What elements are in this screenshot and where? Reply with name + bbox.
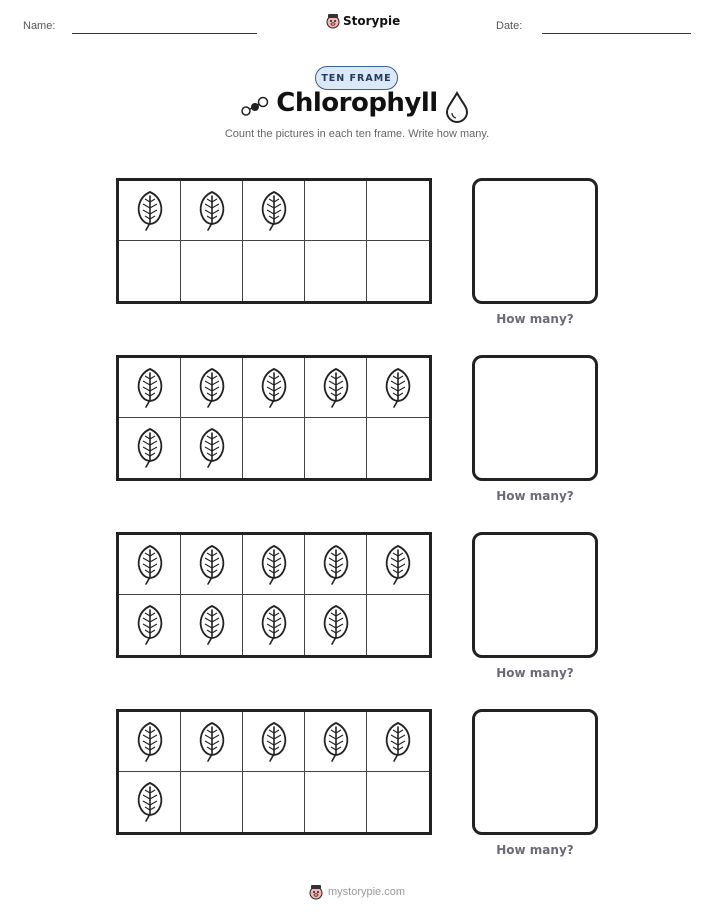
ten-frame-cell (367, 418, 429, 478)
leaf-icon (134, 189, 166, 233)
footer-url: mystorypie.com (327, 886, 406, 898)
ten-frame-cell (367, 358, 429, 418)
ten-frame-cell (181, 181, 243, 241)
how-many-label: How many? (496, 312, 574, 326)
leaf-icon (258, 603, 290, 647)
leaf-icon (258, 720, 290, 764)
leaf-icon (382, 366, 414, 410)
pig-mascot-icon (326, 13, 340, 29)
leaf-icon (258, 366, 290, 410)
ten-frame (116, 532, 432, 658)
leaf-icon (134, 720, 166, 764)
ten-frame-cell (243, 535, 305, 595)
water-drop-icon (444, 91, 470, 123)
ten-frame-cell (119, 241, 181, 301)
ten-frame-cell (181, 418, 243, 478)
ten-frame-cell (367, 181, 429, 241)
answer-box[interactable] (472, 178, 598, 304)
ten-frame-cell (305, 772, 367, 832)
ten-frame-cell (119, 772, 181, 832)
ten-frame-cell (119, 595, 181, 655)
ten-frame-cell (119, 712, 181, 772)
ten-frame-cell (305, 358, 367, 418)
answer-box[interactable] (472, 709, 598, 835)
leaf-icon (320, 543, 352, 587)
leaf-icon (196, 366, 228, 410)
ten-frame (116, 355, 432, 481)
how-many-label: How many? (496, 843, 574, 857)
instructions: Count the pictures in each ten frame. Write how many. (224, 128, 490, 140)
ten-frame-cell (181, 595, 243, 655)
date-line[interactable] (542, 33, 691, 34)
ten-frame-cell (305, 241, 367, 301)
ten-frame-cell (305, 595, 367, 655)
ten-frame-cell (181, 772, 243, 832)
leaf-icon (196, 720, 228, 764)
ten-frame-cell (181, 535, 243, 595)
leaf-icon (320, 366, 352, 410)
footer (0, 884, 714, 900)
page-title: Chlorophyll (276, 88, 438, 118)
ten-frame-cell (119, 535, 181, 595)
ten-frame-cell (305, 535, 367, 595)
ten-frame (116, 709, 432, 835)
ten-frame-cell (367, 535, 429, 595)
leaf-icon (196, 543, 228, 587)
ten-frame-cell (119, 418, 181, 478)
ten-frame-cell (243, 418, 305, 478)
leaf-icon (196, 426, 228, 470)
leaf-icon (258, 189, 290, 233)
ten-frame (116, 178, 432, 304)
ten-frame-cell (119, 181, 181, 241)
ten-frame-cell (243, 241, 305, 301)
answer-box[interactable] (472, 355, 598, 481)
brand-logo (326, 13, 400, 29)
ten-frame-cell (243, 712, 305, 772)
ten-frame-cell (119, 358, 181, 418)
name-line[interactable] (72, 33, 257, 34)
ten-frame-cell (181, 712, 243, 772)
leaf-icon (134, 366, 166, 410)
name-label: Name: (23, 20, 56, 32)
leaf-icon (382, 543, 414, 587)
ten-frame-cell (367, 595, 429, 655)
how-many-label: How many? (496, 666, 574, 680)
leaf-icon (258, 543, 290, 587)
ten-frame-cell (367, 712, 429, 772)
leaf-icon (134, 780, 166, 824)
date-label: Date: (496, 20, 523, 32)
brand-name: Storypie (343, 14, 401, 28)
leaf-icon (134, 426, 166, 470)
ten-frame-cell (243, 772, 305, 832)
ten-frame-cell (305, 712, 367, 772)
ten-frame-cell (367, 772, 429, 832)
leaf-icon (196, 189, 228, 233)
leaf-icon (320, 720, 352, 764)
ten-frame-badge: TEN FRAME (315, 66, 398, 90)
ten-frame-cell (243, 181, 305, 241)
ten-frame-cell (243, 595, 305, 655)
answer-box[interactable] (472, 532, 598, 658)
leaf-icon (320, 603, 352, 647)
leaf-icon (134, 543, 166, 587)
leaf-icon (196, 603, 228, 647)
ten-frame-cell (181, 358, 243, 418)
pig-mascot-icon (309, 884, 323, 900)
leaf-icon (382, 720, 414, 764)
ten-frame-cell (181, 241, 243, 301)
leaf-icon (134, 603, 166, 647)
how-many-label: How many? (496, 489, 574, 503)
ten-frame-cell (305, 418, 367, 478)
ten-frame-cell (367, 241, 429, 301)
ten-frame-cell (243, 358, 305, 418)
ten-frame-cell (305, 181, 367, 241)
